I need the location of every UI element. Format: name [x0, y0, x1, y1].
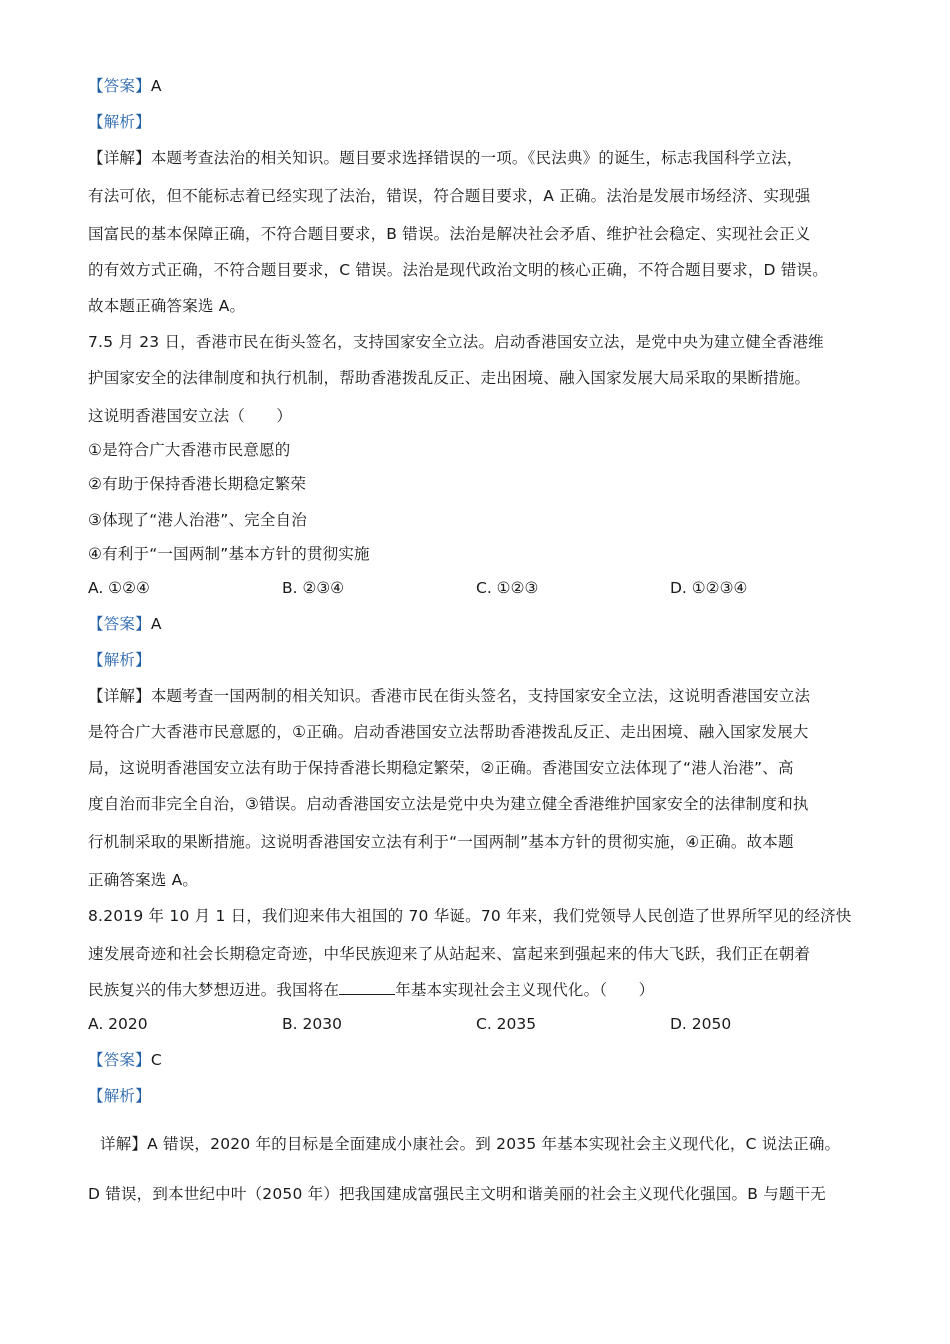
detail-text: 本题考查法治的相关知识。题目要求选择错误的一项。《民法典》的诞生，标志我国科学立法，: [150, 149, 803, 167]
q8-option-d: D. 2050: [670, 1015, 732, 1033]
q7-analysis-heading: [88, 650, 151, 670]
q7-statement: ②有助于保持香港长期稳定繁荣: [88, 475, 307, 493]
q8-option-b: B. 2030: [282, 1015, 342, 1033]
detail-text: 本题考查一国两制的相关知识。香港市民在街头签名，支持国家安全立法，这说明香港国安立法: [150, 687, 811, 705]
answer-value: C: [150, 1051, 162, 1069]
q7-detail-line: 度自治而非完全自治，③错误。启动香港国安立法是党中央为建立健全香港维护国家安全的法律制度和执: [88, 795, 809, 813]
answer-tag: 【答案】: [88, 77, 151, 95]
analysis-tag: 【解析】: [88, 651, 151, 669]
q6-detail-line: 有法可依，但不能标志着已经实现了法治，错误，符合题目要求，A 正确。法治是发展市场经济、实现强: [88, 187, 811, 205]
q6-detail-line: 国富民的基本保障正确，不符合题目要求，B 错误。法治是解决社会矛盾、维护社会稳定、实现社会正义: [88, 225, 811, 243]
q8-stem-line: 速发展奇迹和社会长期稳定奇迹，中华民族迎来了从站起来、富起来到强起来的伟大飞跃，我们正在朝着: [88, 945, 811, 963]
q6-analysis-heading: [88, 112, 151, 132]
q7-stem-line: 这说明香港国安立法（ ）: [88, 407, 293, 425]
analysis-tag: 【解析】: [88, 113, 151, 131]
analysis-tag: 【解析】: [88, 1087, 151, 1105]
q7-option-d: D. ①②③④: [670, 579, 748, 597]
q7-option-b: B. ②③④: [282, 579, 345, 597]
q8-answer: [88, 1050, 162, 1070]
q8-analysis-heading: [88, 1086, 151, 1106]
stem-text-after-blank: 年基本实现社会主义现代化。（ ）: [395, 981, 655, 999]
q7-detail-line: 局，这说明香港国安立法有助于保持香港长期稳定繁荣，②正确。香港国安立法体现了“港人治港”、高: [88, 759, 794, 777]
q8-option-c: C. 2035: [476, 1015, 537, 1033]
detail-tag: 【详解】: [88, 149, 151, 167]
stem-text-before-blank: 民族复兴的伟大梦想迈进。我国将在: [88, 981, 340, 999]
q7-detail-line: 行机制采取的果断措施。这说明香港国安立法有利于“一国两制”基本方针的贯彻实施，④正确。故本题: [88, 833, 794, 851]
fill-in-blank: [339, 980, 395, 995]
q8-detail-line: 详解】A 错误，2020 年的目标是全面建成小康社会。到 2035 年基本实现社会主义现代化，C 说法正确。: [100, 1135, 841, 1153]
q7-stem-line: 护国家安全的法律制度和执行机制，帮助香港拨乱反正、走出困境、融入国家发展大局采取的果断措施。: [88, 369, 811, 387]
q7-option-c: C. ①②③: [476, 579, 539, 597]
q7-detail-line: 正确答案选 A。: [88, 871, 199, 889]
q8-option-a: A. 2020: [88, 1015, 148, 1033]
q7-statement: ④有利于“一国两制”基本方针的贯彻实施: [88, 545, 370, 563]
q7-answer: [88, 614, 162, 634]
q6-answer: [88, 76, 162, 96]
q7-detail-line: 是符合广大香港市民意愿的，①正确。启动香港国安立法帮助香港拨乱反正、走出困境、融入国家发展大: [88, 723, 809, 741]
q6-detail-line: [88, 148, 802, 168]
q6-detail-line: 故本题正确答案选 A。: [88, 297, 246, 315]
q8-detail-line: D 错误，到本世纪中叶（2050 年）把我国建成富强民主文明和谐美丽的社会主义现代化强国。B 与题干无: [88, 1185, 826, 1203]
answer-value: A: [150, 615, 162, 633]
q8-stem-line: [88, 980, 654, 1000]
q7-statement: ③体现了“港人治港”、完全自治: [88, 511, 307, 529]
answer-tag: 【答案】: [88, 1051, 151, 1069]
q7-statement: ①是符合广大香港市民意愿的: [88, 441, 291, 459]
q8-stem-line: 8.2019 年 10 月 1 日，我们迎来伟大祖国的 70 华诞。70 年来，我们党领导人民创造了世界所罕见的经济快: [88, 907, 852, 925]
q6-detail-line: 的有效方式正确，不符合题目要求，C 错误。法治是现代政治文明的核心正确，不符合题目要求，D 错误。: [88, 261, 828, 279]
q7-stem-line: 7.5 月 23 日，香港市民在街头签名，支持国家安全立法。启动香港国安立法，是党中央为建立健全香港维: [88, 333, 824, 351]
q7-option-a: A. ①②④: [88, 579, 150, 597]
detail-tag: 【详解】: [88, 687, 151, 705]
answer-value: A: [150, 77, 162, 95]
q7-detail-line: [88, 686, 810, 706]
answer-tag: 【答案】: [88, 615, 151, 633]
